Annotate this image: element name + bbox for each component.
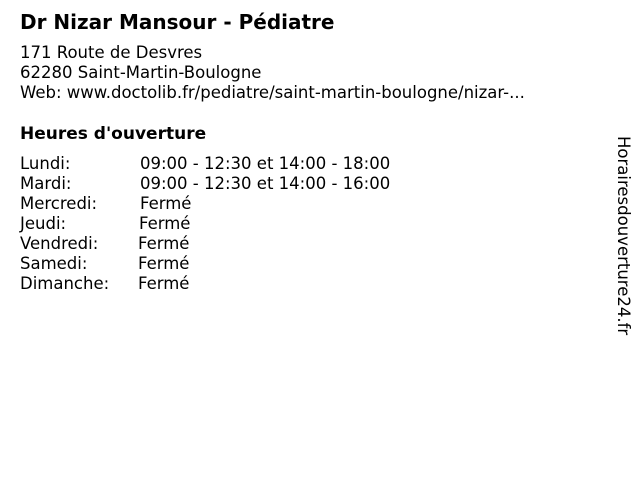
day-hours: 09:00 - 12:30 et 14:00 - 16:00 (140, 174, 391, 193)
day-hours: Fermé (138, 234, 190, 253)
day-hours: Fermé (139, 214, 191, 233)
site-credit: Horairesdouverture24.fr (614, 136, 633, 336)
day-hours: Fermé (140, 194, 192, 213)
day-label: Jeudi: (20, 214, 67, 233)
day-label: Dimanche: (20, 274, 110, 293)
day-hours: Fermé (138, 274, 190, 293)
address-city: 62280 Saint-Martin-Boulogne (20, 63, 262, 82)
day-hours: 09:00 - 12:30 et 14:00 - 18:00 (140, 154, 391, 173)
address-street: 171 Route de Desvres (20, 43, 203, 62)
opening-hours-heading: Heures d'ouverture (20, 124, 207, 144)
day-label: Lundi: (20, 154, 71, 173)
day-label: Vendredi: (20, 234, 99, 253)
day-hours: Fermé (138, 254, 190, 273)
day-label: Mercredi: (20, 194, 98, 213)
day-label: Samedi: (20, 254, 88, 273)
business-name: Dr Nizar Mansour - Pédiatre (20, 10, 335, 34)
business-address (20, 43, 525, 103)
day-label: Mardi: (20, 174, 72, 193)
website-link[interactable]: Web: www.doctolib.fr/pediatre/saint-martin-boulogne/nizar-... (20, 83, 525, 102)
